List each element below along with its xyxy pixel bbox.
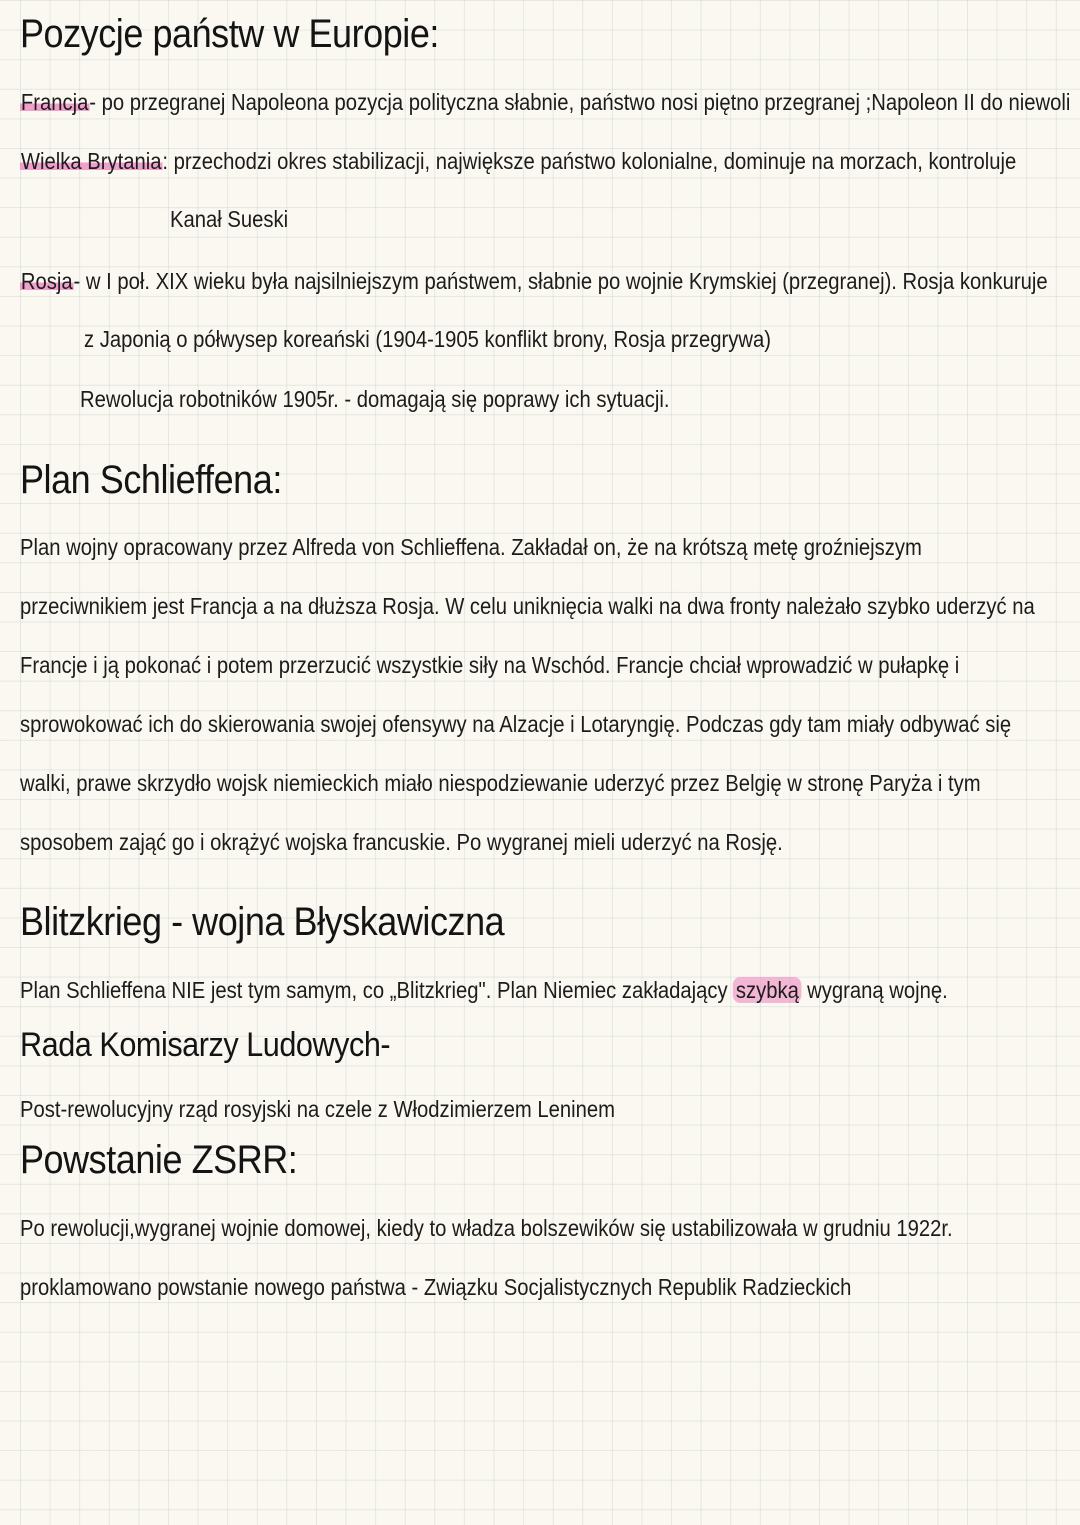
heading-blitzkrieg: Blitzkrieg - wojna Błyskawiczna: [20, 900, 505, 944]
schlieffen-line-6: sposobem zająć go i okrążyć wojska francuskie. Po wygranej mieli uderzyć na Rosję.: [20, 829, 783, 855]
russia-text: - w I poł. XIX wieku była najsilniejszym państwem, słabnie po wojnie Krymskiej (przegranej). Rosja konkuruje: [73, 268, 1048, 294]
heading-rada: Rada Komisarzy Ludowych-: [20, 1026, 391, 1064]
zsrr-line-2: proklamowano powstanie nowego państwa - Związku Socjalistycznych Republik Radzieckich: [20, 1274, 852, 1300]
france-text: - po przegranej Napoleona pozycja polityczna słabnie, państwo nosi piętno przegranej ;Napoleon II do niewoli: [89, 89, 1071, 115]
france-line: [20, 87, 1070, 117]
blitzkrieg-line: [20, 975, 948, 1005]
rada-line: Post-rewolucyjny rząd rosyjski na czele z Włodzimierzem Leninem: [20, 1096, 616, 1122]
france-term: Francja: [20, 89, 89, 115]
russia-line-3: Rewolucja robotników 1905r. - domagają się poprawy ich sytuacji.: [80, 386, 670, 412]
heading-zsrr: Powstanie ZSRR:: [20, 1138, 298, 1182]
russia-line-2: z Japonią o półwysep koreański (1904-1905 konflikt brony, Rosja przegrywa): [84, 326, 772, 352]
schlieffen-line-1: Plan wojny opracowany przez Alfreda von Schlieffena. Zakładał on, że na krótszą metę groźniejszym: [20, 534, 922, 560]
russia-line: [20, 266, 1048, 296]
schlieffen-line-2: przeciwnikiem jest Francja a na dłuższa Rosja. W celu uniknięcia walki na dwa fronty należało szybko uderzyć na: [20, 593, 1035, 619]
schlieffen-line-4: sprowokować ich do skierowania swojej ofensywy na Alzacje i Lotaryngię. Podczas gdy tam miały odbywać się: [20, 711, 1012, 737]
blitzkrieg-text-after: wygraną wojnę.: [801, 977, 948, 1003]
blitzkrieg-highlight: szybką: [733, 977, 801, 1003]
schlieffen-line-5: walki, prawe skrzydło wojsk niemieckich miało niespodziewanie uderzyć przez Belgię w stronę Paryża i tym: [20, 770, 981, 796]
britain-text: : przechodzi okres stabilizacji, największe państwo kolonialne, dominuje na morzach, kontroluje: [162, 148, 1017, 174]
britain-line-2: Kanał Sueski: [170, 206, 289, 232]
russia-term: Rosja: [20, 268, 73, 294]
britain-line: [20, 146, 1016, 176]
schlieffen-line-3: Francje i ją pokonać i potem przerzucić wszystkie siły na Wschód. Francje chciał wprowadzić w pułapkę i: [20, 652, 960, 678]
zsrr-line-1: Po rewolucji,wygranej wojnie domowej, kiedy to władza bolszewików się ustabilizowała w grudniu 1922r.: [20, 1215, 953, 1241]
britain-term: Wielka Brytania: [20, 148, 162, 174]
heading-schlieffen: Plan Schlieffena:: [20, 458, 282, 502]
heading-positions: Pozycje państw w Europie:: [20, 12, 439, 56]
blitzkrieg-text-before: Plan Schlieffena NIE jest tym samym, co „Blitzkrieg". Plan Niemiec zakładający: [20, 977, 734, 1003]
